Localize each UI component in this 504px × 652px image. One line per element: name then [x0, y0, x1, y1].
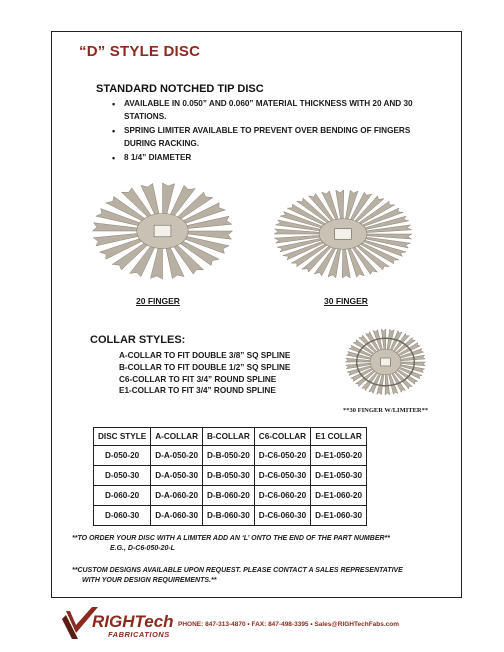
disc-finger: [381, 329, 386, 350]
table-cell: D-050-30: [94, 466, 151, 486]
limiter-caption: **30 FINGER W/LIMITER**: [343, 407, 429, 414]
disc-30-caption: 30 FINGER: [324, 296, 368, 306]
collar-heading: COLLAR STYLES:: [90, 334, 186, 346]
order-note-line: **TO ORDER YOUR DISC WITH A LIMITER ADD AN ‘L’ ONTO THE END OF THE PART NUMBER**: [72, 535, 390, 542]
custom-note: [72, 566, 452, 586]
logo-mark-icon: [52, 605, 180, 643]
table-cell: D-060-20: [94, 486, 151, 506]
table-cell: D-A-050-20: [151, 446, 203, 466]
table-cell: D-C6-050-20: [254, 446, 310, 466]
table-cell: D-B-060-30: [203, 506, 255, 526]
spline-hole: [381, 358, 391, 366]
table-cell: D-C6-060-30: [254, 506, 310, 526]
collar-item: E1-COLLAR TO FIT 3/4” ROUND SPLINE: [119, 386, 276, 396]
table-row: [94, 506, 367, 526]
section-subheading: STANDARD NOTCHED TIP DISC: [96, 83, 264, 95]
table-cell: D-A-060-20: [151, 486, 203, 506]
company-logo: [52, 605, 180, 648]
table-cell: D-E1-050-20: [311, 446, 367, 466]
table-cell: D-050-20: [94, 446, 151, 466]
logo-subtext: FABRICATIONS: [108, 630, 170, 639]
column-header: C6-COLLAR: [254, 428, 310, 446]
order-note: [72, 534, 390, 554]
table-cell: D-E1-060-30: [311, 506, 367, 526]
table-cell: D-A-060-30: [151, 506, 203, 526]
page-title: “D” STYLE DISC: [79, 43, 201, 60]
collar-list: [119, 350, 290, 397]
feature-list: [110, 98, 440, 167]
custom-note-line: **CUSTOM DESIGNS AVAILABLE UPON REQUEST. PLEASE CONTACT A SALES REPRESENTATIVE: [72, 567, 403, 574]
spline-hole: [154, 225, 171, 237]
column-header: DISC STYLE: [94, 428, 151, 446]
disc-finger: [385, 374, 390, 395]
table-row: [94, 446, 367, 466]
collar-item: B-COLLAR TO FIT DOUBLE 1/2” SQ SPLINE: [119, 362, 291, 372]
table-row: [94, 486, 367, 506]
disc-30-finger-image: [272, 188, 414, 280]
order-note-example: E.G., D-C6-050-20-L: [110, 545, 175, 552]
table-header-row: [94, 428, 367, 446]
column-header: E1 COLLAR: [311, 428, 367, 446]
table-row: [94, 466, 367, 486]
feature-item: • 8 1/4” DIAMETER: [110, 152, 440, 165]
table-cell: D-C6-050-30: [254, 466, 310, 486]
table-cell: D-060-30: [94, 506, 151, 526]
spline-hole: [335, 229, 352, 240]
collar-item: A-COLLAR TO FIT DOUBLE 3/8” SQ SPLINE: [119, 351, 291, 360]
table-cell: D-A-050-30: [151, 466, 203, 486]
disc-limiter-image: [343, 323, 428, 401]
feature-item: • SPRING LIMITER AVAILABLE TO PREVENT OVER BENDING OF FINGERS DURING RACKING.: [110, 125, 440, 150]
custom-note-line: WITH YOUR DESIGN REQUIREMENTS.**: [82, 577, 217, 584]
part-number-table: [93, 427, 367, 526]
disc-20-caption: 20 FINGER: [136, 296, 180, 306]
contact-info: PHONE: 847-313-4870 • FAX: 847-498-3395 • Sales@RIGHTechFabs.com: [178, 621, 400, 628]
table-cell: D-E1-060-20: [311, 486, 367, 506]
table-cell: D-B-050-20: [203, 446, 255, 466]
feature-item: • AVAILABLE IN 0.050” AND 0.060” MATERIAL THICKNESS WITH 20 AND 30 STATIONS.: [110, 98, 440, 123]
table-cell: D-B-060-20: [203, 486, 255, 506]
column-header: B-COLLAR: [203, 428, 255, 446]
table-cell: D-E1-050-30: [311, 466, 367, 486]
logo-brand-text: RIGHTech: [92, 612, 174, 631]
column-header: A-COLLAR: [151, 428, 203, 446]
table-cell: D-C6-060-20: [254, 486, 310, 506]
collar-item: C6-COLLAR TO FIT 3/4” ROUND SPLINE: [119, 374, 277, 384]
disc-20-finger-image: [90, 181, 235, 281]
table-cell: D-B-050-30: [203, 466, 255, 486]
